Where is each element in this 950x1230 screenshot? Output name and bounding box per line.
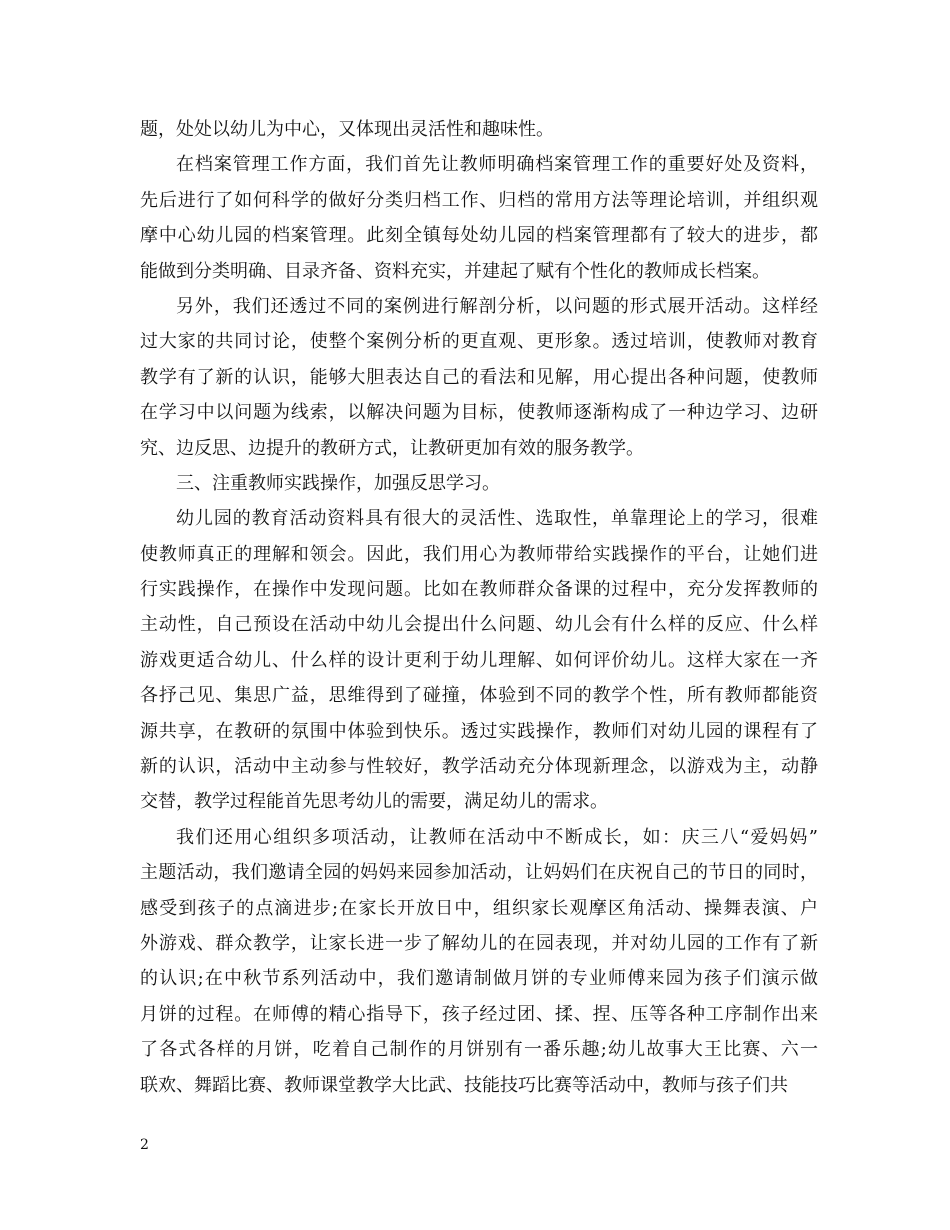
text-line: 外游戏、群众教学，让家长进一步了解幼儿的在园表现，并对幼儿园的工作有了新 bbox=[140, 932, 818, 954]
text-line: 在档案管理工作方面，我们首先让教师明确档案管理工作的重要好处及资料， bbox=[176, 154, 818, 176]
text-line: 月饼的过程。在师傅的精心指导下，孩子经过团、揉、捏、压等各种工序制作出来 bbox=[140, 1003, 818, 1025]
text-line: 幼儿园的教育活动资料具有很大的灵活性、选取性，单靠理论上的学习，很难 bbox=[176, 508, 818, 530]
document-body bbox=[140, 112, 818, 1103]
paragraph bbox=[140, 466, 818, 501]
text-line: 源共享，在教研的氛围中体验到快乐。透过实践操作，教师们对幼儿园的课程有了 bbox=[140, 720, 818, 742]
text-line: 摩中心幼儿园的档案管理。此刻全镇每处幼儿园的档案管理都有了较大的进步，都 bbox=[140, 225, 818, 247]
text-line: 主题活动，我们邀请全园的妈妈来园参加活动，让妈妈们在庆祝自己的节日的同时， bbox=[140, 862, 818, 884]
paragraph bbox=[140, 501, 818, 820]
text-line: 能做到分类明确、目录齐备、资料充实，并建起了赋有个性化的教师成长档案。 bbox=[140, 260, 770, 282]
text-line: 三、注重教师实践操作，加强反思学习。 bbox=[176, 472, 500, 494]
text-line: 各抒己见、集思广益，思维得到了碰撞，体验到不同的教学个性，所有教师都能资 bbox=[140, 685, 818, 707]
text-line: 感受到孩子的点滴进步;在家长开放日中，组织家长观摩区角活动、操舞表演、户 bbox=[140, 897, 818, 919]
paragraph bbox=[140, 820, 818, 1103]
text-line: 究、边反思、边提升的教研方式，让教研更加有效的服务教学。 bbox=[140, 437, 644, 459]
text-line: 游戏更适合幼儿、什么样的设计更利于幼儿理解、如何评价幼儿。这样大家在一齐 bbox=[140, 649, 818, 671]
text-line: 行实践操作，在操作中发现问题。比如在教师群众备课的过程中，充分发挥教师的 bbox=[140, 579, 818, 601]
text-line: 在学习中以问题为线索，以解决问题为目标，使教师逐渐构成了一种边学习、边研 bbox=[140, 402, 818, 424]
text-line: 了各式各样的月饼，吃着自己制作的月饼别有一番乐趣;幼儿故事大王比赛、六一 bbox=[140, 1039, 818, 1061]
text-line: 题，处处以幼儿为中心，又体现出灵活性和趣味性。 bbox=[140, 119, 554, 140]
paragraph bbox=[140, 147, 818, 289]
text-line: 先后进行了如何科学的做好分类归档工作、归档的常用方法等理论培训，并组织观 bbox=[140, 189, 818, 211]
text-line: 使教师真正的理解和领会。因此，我们用心为教师带给实践操作的平台，让她们进 bbox=[140, 543, 818, 565]
paragraph bbox=[140, 112, 818, 147]
text-line: 我们还用心组织多项活动，让教师在活动中不断成长，如：庆三八“爱妈妈” bbox=[176, 826, 818, 848]
text-line: 的认识;在中秋节系列活动中，我们邀请制做月饼的专业师傅来园为孩子们演示做 bbox=[140, 968, 818, 990]
text-line: 过大家的共同讨论，使整个案例分析的更直观、更形象。透过培训，使教师对教育 bbox=[140, 331, 818, 353]
page-number: 2 bbox=[140, 1137, 149, 1153]
text-line: 新的认识，活动中主动参与性较好，教学活动充分体现新理念，以游戏为主，动静 bbox=[140, 756, 818, 778]
text-line: 交替，教学过程能首先思考幼儿的需要，满足幼儿的需求。 bbox=[140, 791, 608, 813]
text-line: 主动性，自己预设在活动中幼儿会提出什么问题、幼儿会有什么样的反应、什么样 bbox=[140, 614, 818, 636]
text-line: 教学有了新的认识，能够大胆表达自己的看法和见解，用心提出各种问题，使教师 bbox=[140, 366, 818, 388]
text-line: 联欢、舞蹈比赛、教师课堂教学大比武、技能技巧比赛等活动中，教师与孩子们共 bbox=[140, 1074, 788, 1096]
paragraph bbox=[140, 289, 818, 466]
text-line: 另外，我们还透过不同的案例进行解剖分析，以问题的形式展开活动。这样经 bbox=[176, 295, 818, 317]
